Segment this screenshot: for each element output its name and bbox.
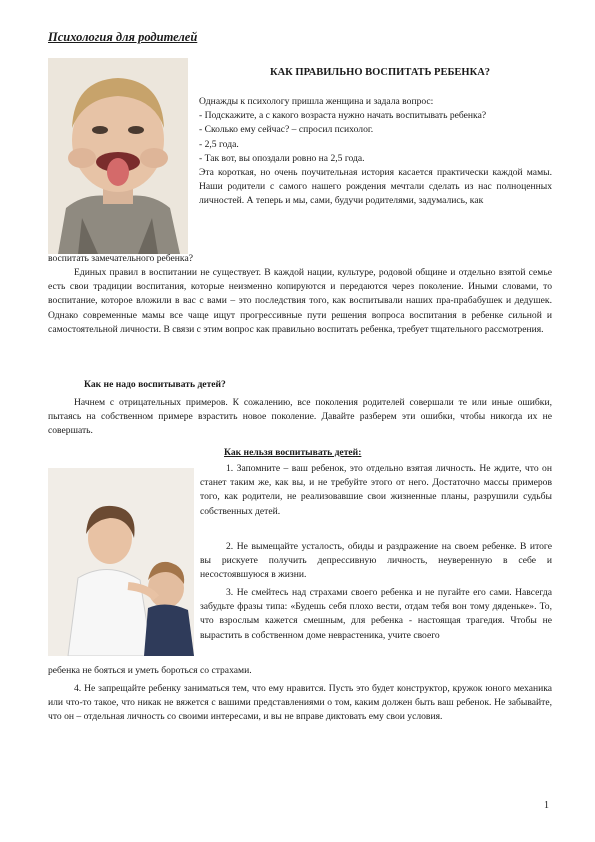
intro-paragraph: Эта короткая, но очень поучительная история касается практически каждой мамы. Наши родители с самого нашего рождения мечтали сделать из нас полноценных личностей. А теперь и мы, сами, будучи родителями, задумались, как — [199, 167, 552, 207]
subhead-2: Как нельзя воспитывать детей: — [224, 447, 362, 458]
intro-block — [199, 95, 552, 209]
section-header: Психология для родителей — [48, 30, 198, 44]
intro-line: - Так вот, вы опоздали ровно на 2,5 года. — [199, 152, 365, 164]
family-photo — [48, 468, 194, 656]
subhead-2-wrap — [200, 446, 552, 460]
list-item-3: 3. Не смейтесь над страхами своего ребенка и не пугайте его сами. Навсегда забудьте фразы типа: «Будешь себя плохо вести, отдам тебя вон тому дяденьке». То, что взрослым кажется смешным, для ребенка - настоящая трагедия. Чтобы не вырастить в собственном доме неврастеника, учите своего — [200, 587, 552, 641]
subhead-1: Как не надо воспитывать детей? — [84, 379, 226, 390]
intro-line: - Подскажите, а с какого возраста нужно начать воспитывать ребенка? — [199, 110, 487, 122]
list-item-4: 4. Не запрещайте ребенку заниматься тем, что ему нравится. Пусть это будет конструктор, кружок юного механика или что-то такое, что никак не вяжется с вашими представлениями о том, каким должен быть ваш ребенок. Не забывайте, что он – отдельная личность со своими интересами, и вы не вправе диктовать ему свои условия. — [48, 683, 552, 723]
intro-line: Однажды к психологу пришла женщина и задала вопрос: — [199, 96, 434, 107]
intro-line: - 2,5 года. — [199, 138, 239, 150]
intro-tail: воспитать замечательного ребенка? — [48, 253, 193, 264]
intro-line: - Сколько ему сейчас? – спросил психолог. — [199, 124, 374, 136]
list-item-3-tail: ребенка не бояться и уметь бороться со страхами. — [48, 665, 252, 676]
page-number: 1 — [544, 800, 549, 811]
list-item-2: 2. Не вымещайте усталость, обиды и раздражение на своем ребенке. В итоге вы рискуете получить депрессивную личность, неуверенную в себе и несостоявшуюся в жизни. — [200, 541, 552, 581]
article-title: КАК ПРАВИЛЬНО ВОСПИТАТЬ РЕБЕНКА? — [269, 67, 491, 78]
paragraph-1: Единых правил в воспитании не существует. В каждой нации, культуре, родовой общине и отдельно взятой семье есть свои традиции воспитания, которые неизменно копируются и передаются через поколение. Иными словами, то воспитание, которое вложили в вас с вами – это последствия того, как воспитывали наших пра-прабабушек и дедушек. Однако современные мамы все чаще ищут прогрессивные пути решения вопроса воспитания в ребенке сильной и самостоятельной личности. В связи с этим вопрос как правильно воспитать ребенка, требует тщательного рассмотрения. — [48, 267, 552, 335]
list-item-1: 1. Запомните – ваш ребенок, это отдельно взятая личность. Не ждите, что он станет таким же, как вы, и не требуйте этого от него. Достаточно массы примеров того, как родители, не реализовавшие свои жизненные планы, разрушили судьбы собственных детей. — [200, 463, 552, 517]
subhead-1-wrap — [48, 378, 552, 392]
paragraph-2: Начнем с отрицательных примеров. К сожалению, все поколения родителей совершали те или иные ошибки, пытаясь на собственном примере взрастить новое поколение. Давайте разберем эти ошибки, чтобы никогда их не совершать. — [48, 397, 552, 437]
boy-photo — [48, 58, 188, 254]
